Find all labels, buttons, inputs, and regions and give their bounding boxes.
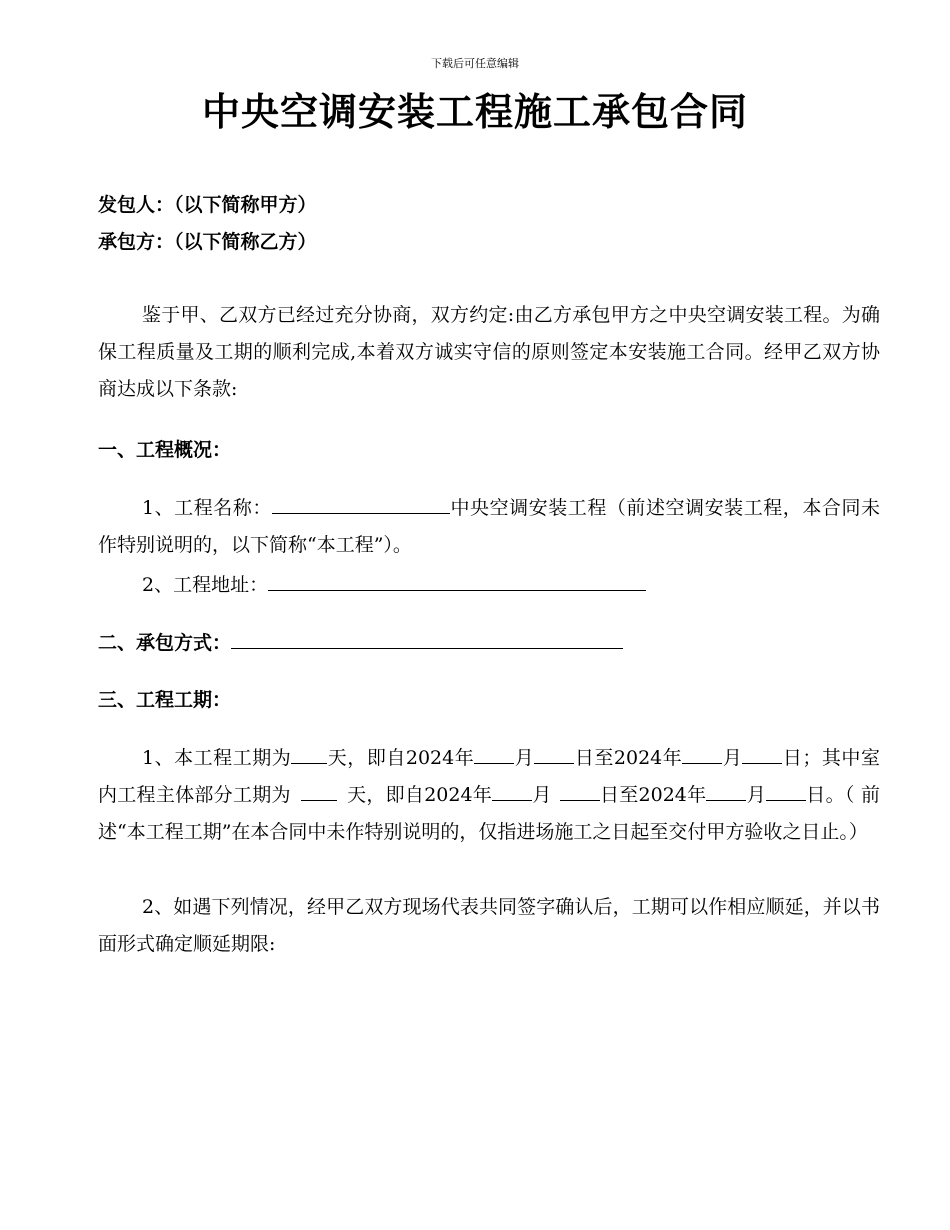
- indoor-start-month-blank: [492, 782, 532, 801]
- contract-title: 中央空调安装工程施工承包合同: [201, 90, 748, 134]
- indoor-end-day-blank: [766, 782, 806, 801]
- project-address-label: 2、工程地址：: [142, 574, 269, 596]
- schedule-text-k: 日。（ 前述“本工程工期”在本合同中未作特别说明的，仅指进场施工之日起至交付甲方验收之日止。）: [98, 784, 880, 843]
- preamble-paragraph: 鉴于甲、乙双方已经过充分协商，双方约定:由乙方承包甲方之中央空调安装工程。为确保工程质量及工期的顺利完成,本着双方诚实守信的原则签定本安装施工合同。经甲乙双方协商达成以下条款:: [98, 304, 880, 400]
- end-month-blank: [682, 745, 722, 764]
- section-heading-contract-method: [98, 630, 623, 655]
- schedule-text-g: 天，即自2024年: [346, 784, 493, 806]
- schedule-text-a: 1、本工程工期为: [142, 747, 292, 769]
- end-day-blank: [742, 745, 782, 764]
- indoor-start-day-blank: [560, 782, 600, 801]
- section-heading-schedule: 三、工程工期：: [98, 689, 232, 711]
- party-employer: 发包人：（以下简称甲方）: [98, 194, 317, 216]
- indoor-end-month-blank: [706, 782, 746, 801]
- schedule-text-c: 月: [514, 747, 535, 769]
- schedule-item-1: [98, 740, 880, 851]
- section-heading-overview: 一、工程概况：: [98, 439, 232, 461]
- contract-method-blank: [231, 630, 623, 649]
- schedule-text-d: 日至2024年: [574, 747, 683, 769]
- party-contractor: 承包方：（以下简称乙方）: [98, 231, 317, 253]
- schedule-text-j: 月: [746, 784, 767, 806]
- schedule-text-f: 日；其中室内工程主体部分工期为: [98, 747, 880, 806]
- start-day-blank: [534, 745, 574, 764]
- project-name-blank: [272, 495, 450, 514]
- project-name-label: 1、工程名称：: [142, 497, 272, 519]
- schedule-text-i: 日至2024年: [599, 784, 707, 806]
- indoor-duration-blank: [301, 782, 337, 801]
- project-name-item: [98, 490, 880, 564]
- contract-method-label: 二、承包方式：: [98, 632, 232, 654]
- project-address-item: [142, 572, 646, 597]
- start-month-blank: [474, 745, 514, 764]
- duration-days-blank: [291, 745, 327, 764]
- schedule-text-b: 天，即自2024年: [327, 747, 475, 769]
- project-address-blank: [268, 572, 646, 591]
- schedule-text-e: 月: [722, 747, 743, 769]
- header-note: 下载后可任意编辑: [431, 57, 519, 70]
- project-name-text: 中央空调安装工程（前述空调安装工程，本合同未作特别说明的，以下简称“本工程”）。: [98, 497, 880, 556]
- schedule-text-h: 月: [532, 784, 552, 806]
- schedule-item-2: 2、如遇下列情况，经甲乙双方现场代表共同签字确认后，工期可以作相应顺延，并以书面形式确定顺延期限:: [98, 896, 880, 955]
